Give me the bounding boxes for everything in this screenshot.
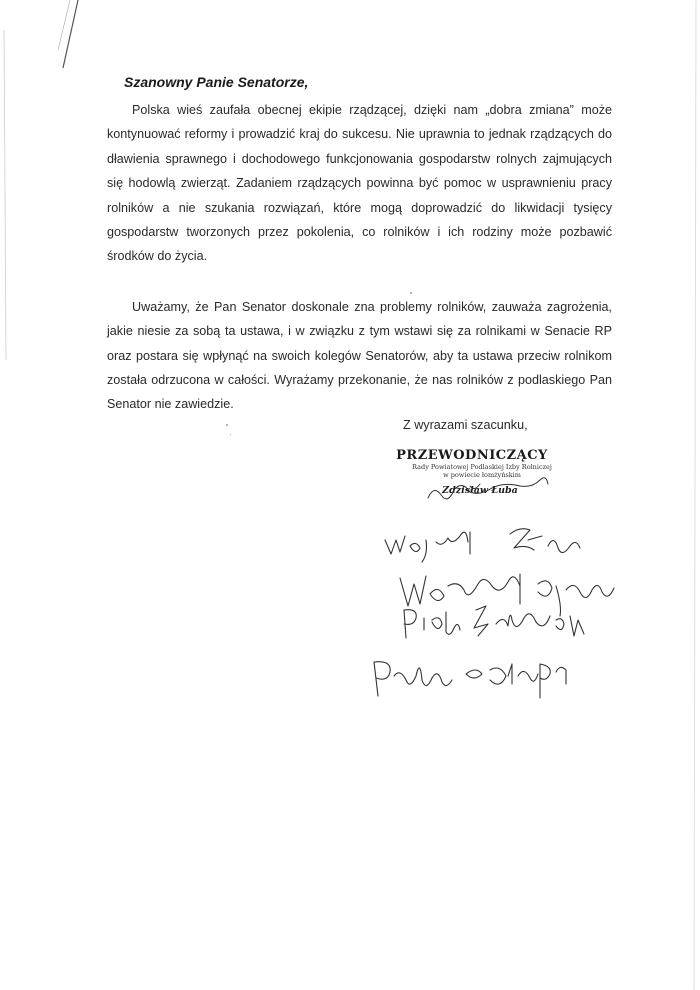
stamp-name: Zdzisław Łuba [442,485,518,496]
paragraph-1-text: Polska wieś zaufała obecnej ekipie rządzącej, dzięki nam „dobra zmiana” może kontynuować reformy i prowadzić kraj do sukcesu. Nie uprawnia to jednak rządzących do dławienia sprawnego i dochodowego funkcjonowania gospodarstw rolnych zajmujących się hodowlą zwierząt. Zadaniem rządzących powinna być pomoc w usprawnieniu pracy rolników a nie szukania rozwiązań, które mogą doprowadzić do likwidacji tysięcy gospodarstw tworzonych przez pokolenia, co rolników i ich rodziny może pozbawić środków do życia. [107,103,612,264]
paragraph-2 [107,295,612,417]
scan-speck [410,292,412,294]
paragraph-2-text: Uważamy, że Pan Senator doskonale zna problemy rolników, zauważa zagrożenia, jakie niesie za sobą ta ustawa, i w związku z tym wstawi się za rolnikami w Senacie RP oraz postara się wpłynąć na swoich kolegów Senatorów, aby ta ustawa przeciw rolnikom została odrzucona w całości. Wyrażamy przekonanie, że nas rolników z podlaskiego Pan Senator nie zawiedzie. [107,299,612,412]
salutation: Szanowny Panie Senatorze, [124,74,309,90]
paragraph-1 [107,98,612,269]
stamp-line-2: w powiecie łomżyńskim [443,471,521,479]
stamp-line-1: Rady Powiatowej Podlaskiej Izby Rolniczej [412,463,552,471]
chairman-stamp [388,448,568,496]
scan-speck [230,434,231,435]
letter-body [107,74,612,417]
stamp-title: PRZEWODNICZĄCY [396,448,548,463]
closing: Z wyrazami szacunku, [403,418,528,432]
scan-speck [226,424,228,426]
